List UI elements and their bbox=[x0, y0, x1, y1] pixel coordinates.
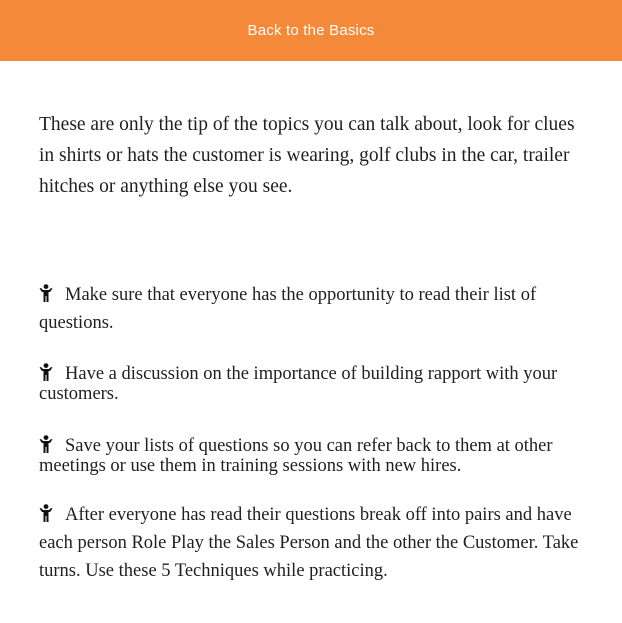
intro-paragraph: These are only the tip of the topics you can talk about, look for clues in shirts or hats the customer is wearing, golf clubs in the car, trailer hitches or anything else you see. bbox=[39, 114, 575, 197]
tip-item bbox=[39, 435, 599, 476]
tip-text: Have a discussion on the importance of building rapport with your customers. bbox=[39, 364, 558, 404]
back-to-basics-link[interactable]: Back to the Basics bbox=[247, 22, 375, 39]
tip-text: Save your lists of questions so you can refer back to them at other meetings or use them in training sessions with new hires. bbox=[39, 436, 553, 476]
header-bar bbox=[0, 0, 622, 61]
tip-text: Make sure that everyone has the opportunity to read their list of questions. bbox=[39, 285, 537, 333]
person-icon bbox=[39, 435, 53, 453]
tip-item bbox=[39, 363, 599, 404]
person-icon bbox=[39, 284, 53, 302]
tip-item bbox=[39, 281, 599, 337]
person-icon bbox=[39, 363, 53, 381]
tip-text: After everyone has read their questions break off into pairs and have each person Role Play the Sales Person and the other the Customer. Take turns. Use these 5 Techniques while practicing. bbox=[39, 505, 579, 581]
tip-item bbox=[39, 501, 599, 585]
person-icon bbox=[39, 504, 53, 522]
